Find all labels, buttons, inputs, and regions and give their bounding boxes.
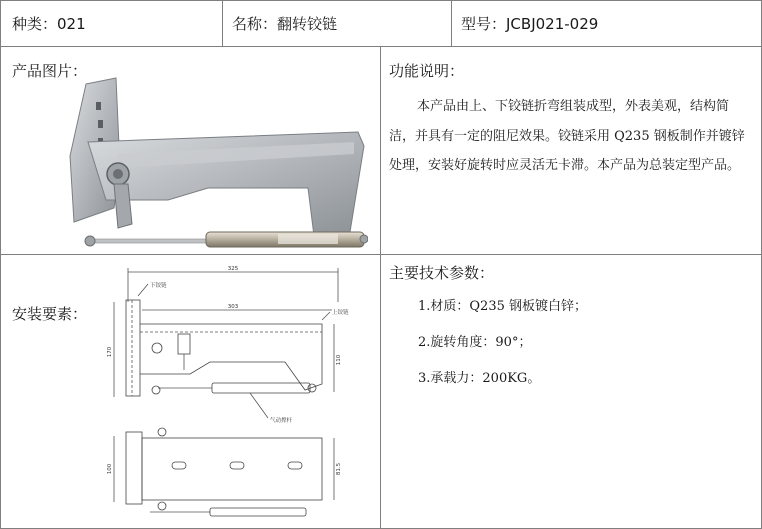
installation-title: 安装要素： [12, 305, 88, 323]
function-description: 本产品由上、下铰链折弯组装成型，外表美观，结构简洁，并具有一定的阻尼效果。铰链采用 Q235 钢板制作并镀锌处理，安装好旋转时应灵活无卡滞。本产品为总装定型产品。 [389, 99, 745, 173]
dim-bottom-right: 81.5 [336, 462, 342, 476]
table-divider-header [0, 46, 762, 47]
table-border-left [0, 0, 1, 529]
label-upper-hinge: 上铰链 [332, 310, 349, 316]
product-photo [58, 76, 368, 252]
model-cell [461, 0, 756, 46]
parameter-item: 1.材质：Q235 钢板镀白锌； [418, 299, 588, 314]
dim-right: 110 [336, 354, 342, 366]
table-divider-middle [0, 254, 762, 255]
category-cell [12, 0, 217, 46]
category-label: 种类：021 [12, 14, 86, 33]
header-divider-2 [451, 0, 452, 46]
header-divider-1 [222, 0, 223, 46]
installation-drawing [100, 262, 362, 524]
parameters-title: 主要技术参数： [389, 264, 495, 282]
dim-height: 170 [107, 346, 113, 358]
label-gas-spring: 气动撑杆 [270, 418, 293, 424]
function-title: 功能说明： [389, 62, 465, 80]
name-cell [232, 0, 447, 46]
dim-inner: 303 [227, 304, 239, 310]
column-divider [380, 46, 381, 529]
name-label: 名称：翻转铰链 [232, 14, 338, 33]
product-image-title: 产品图片： [12, 62, 88, 80]
parameter-item: 2.旋转角度：90°； [418, 335, 532, 350]
parameter-item: 3.承载力：200KG。 [418, 371, 541, 386]
label-lower-hinge: 下铰链 [150, 283, 167, 289]
model-label: 型号：JCBJ021-029 [461, 14, 599, 33]
dim-bottom-left: 100 [107, 463, 113, 475]
dim-total: 325 [227, 266, 239, 272]
